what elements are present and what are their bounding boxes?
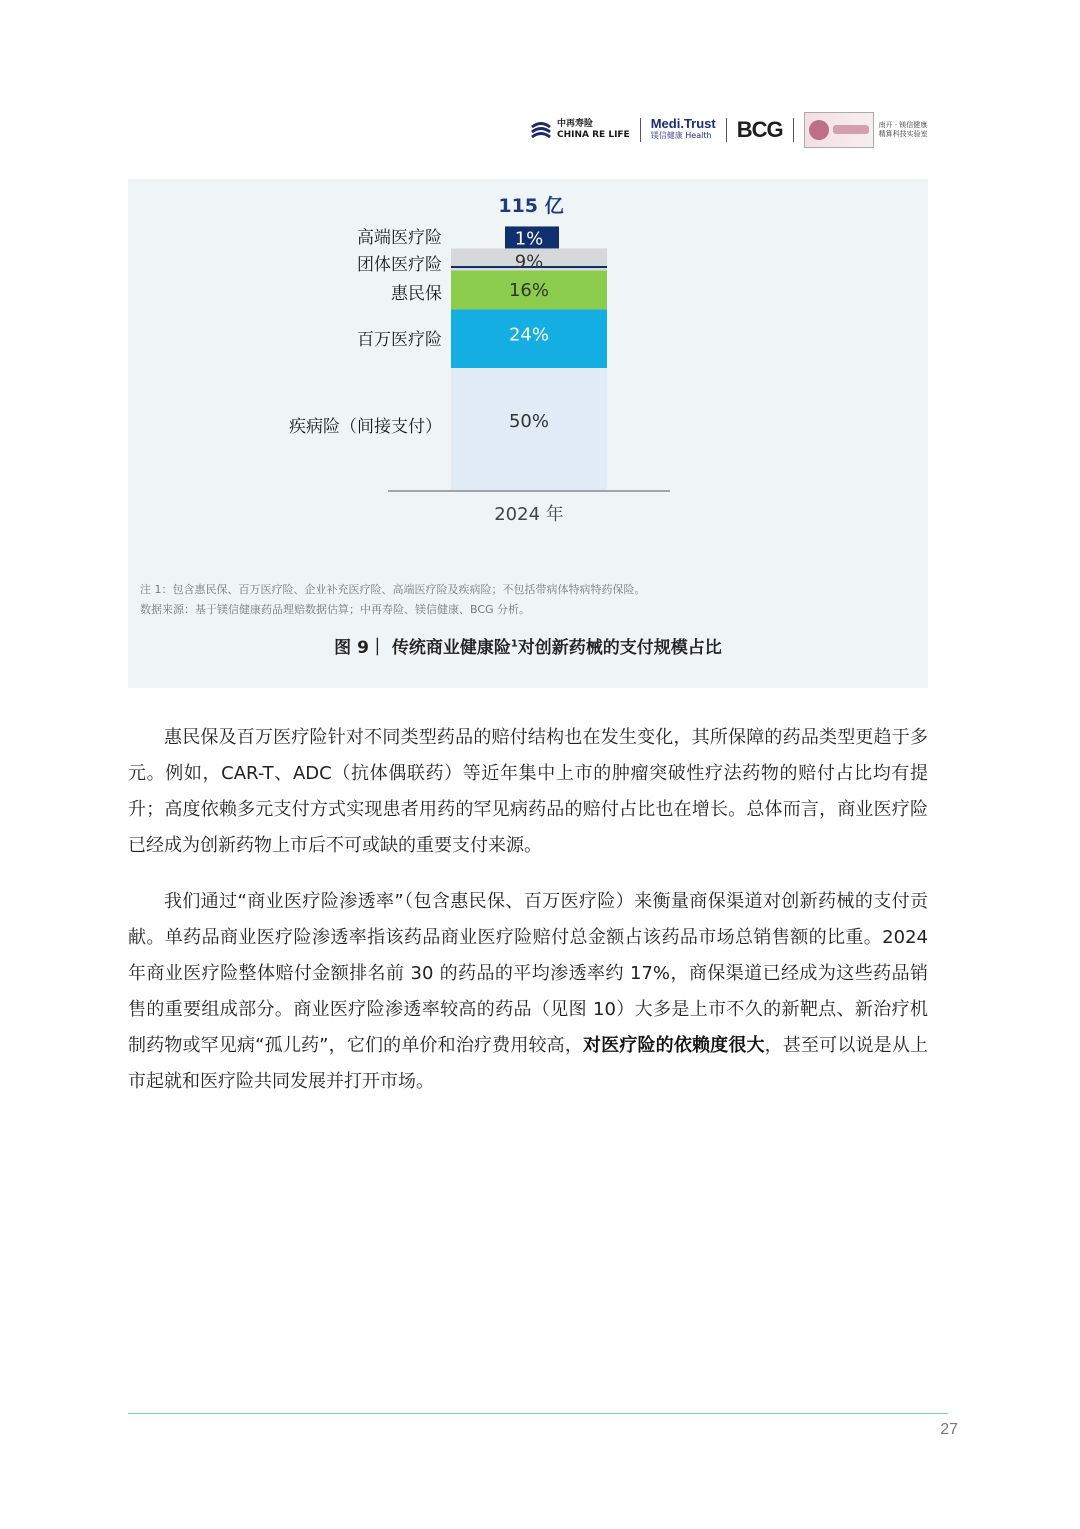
bcg-wordmark: BCG bbox=[736, 117, 783, 142]
segment-value-label: 24% bbox=[508, 324, 550, 346]
paragraph-2-emphasis: 对医疗险的依赖度很大 bbox=[583, 1035, 765, 1056]
header-logo-bar bbox=[530, 110, 928, 150]
nankai-logo bbox=[804, 112, 928, 148]
footer-rule bbox=[128, 1413, 948, 1414]
series-label: 疾病险（间接支付） bbox=[289, 417, 442, 437]
meditrust-logo bbox=[651, 118, 716, 142]
china-re-life-logo bbox=[530, 119, 630, 141]
nankai-line-1: 南开 · 镁信健康 bbox=[878, 121, 928, 129]
segment-value-label: 16% bbox=[508, 279, 550, 301]
logo-divider bbox=[640, 118, 641, 142]
series-label: 团体医疗险 bbox=[357, 255, 442, 275]
logo-divider bbox=[793, 118, 794, 142]
caption-prefix: 图 9｜ 传统商业健康险 bbox=[334, 638, 511, 658]
x-tick-label: 2024 年 bbox=[494, 504, 564, 525]
paragraph-2-text-a: 我们通过“商业医疗险渗透率”（包含惠民保、百万医疗险）来衡量商保渠道对创新药械的支付贡献。单药品商业医疗险渗透率指该药品商业医疗险赔付总金额占该药品市场总销售额的比重。2024 年商业医疗险整体赔付金额排名前 30 的药品的平均渗透率约 17%，商保渠道已经成为这些药品销售的重要组成部分。商业医疗险渗透率较高的药品（见图 10）大多是上市不久的新靶点、新治疗机制药物或罕见病“孤儿药”，它们的单价和治疗费用较高， bbox=[128, 891, 928, 1056]
meditrust-name: Medi.Trust bbox=[650, 116, 716, 131]
china-re-life-icon bbox=[530, 119, 552, 141]
segment-value-label: 1% bbox=[514, 228, 544, 250]
caption-footnote-mark: 1 bbox=[510, 638, 518, 650]
body-paragraph-2 bbox=[128, 884, 928, 1100]
series-label: 高端医疗险 bbox=[357, 228, 442, 248]
china-re-life-en: CHINA RE LIFE bbox=[557, 130, 630, 140]
caption-suffix: 对创新药械的支付规模占比 bbox=[517, 638, 722, 658]
figure-9-panel bbox=[128, 179, 928, 688]
figure-caption bbox=[128, 633, 928, 658]
china-re-life-cn: 中再寿险 bbox=[557, 119, 594, 129]
figure-source: 数据来源：基于镁信健康药品理赔数据估算；中再寿险、镁信健康、BCG 分析。 bbox=[140, 603, 531, 616]
series-label: 百万医疗险 bbox=[357, 330, 442, 350]
segment-value-label: 50% bbox=[508, 411, 550, 432]
total-label: 115 亿 bbox=[498, 195, 564, 217]
figure-note: 注 1：包含惠民保、百万医疗险、企业补充医疗险、高端医疗险及疾病险；不包括带病体特病特药保险。 bbox=[140, 583, 646, 596]
page-number: 27 bbox=[940, 1421, 958, 1438]
body-paragraph-1: 惠民保及百万医疗险针对不同类型药品的赔付结构也在发生变化，其所保障的药品类型更趋于多元。例如，CAR-T、ADC（抗体偶联药）等近年集中上市的肿瘤突破性疗法药物的赔付占比均有提升；高度依赖多元支付方式实现患者用药的罕见病药品的赔付占比也在增长。总体而言，商业医疗险已经成为创新药物上市后不可或缺的重要支付来源。 bbox=[128, 727, 928, 856]
nankai-line-2: 精算科技实验室 bbox=[878, 130, 928, 138]
meditrust-sub: 镁信健康 Health bbox=[650, 131, 712, 140]
nankai-seal-icon bbox=[804, 112, 874, 148]
paragraph-2-text-b: ，甚至可以说是从上市起就和医疗险共同发展并打开市场。 bbox=[128, 1035, 929, 1092]
stacked-bar-chart bbox=[128, 179, 928, 539]
bcg-logo bbox=[737, 117, 783, 143]
series-label: 惠民保 bbox=[391, 284, 442, 304]
logo-divider bbox=[726, 118, 727, 142]
segment-value-label: 9% bbox=[514, 251, 544, 273]
